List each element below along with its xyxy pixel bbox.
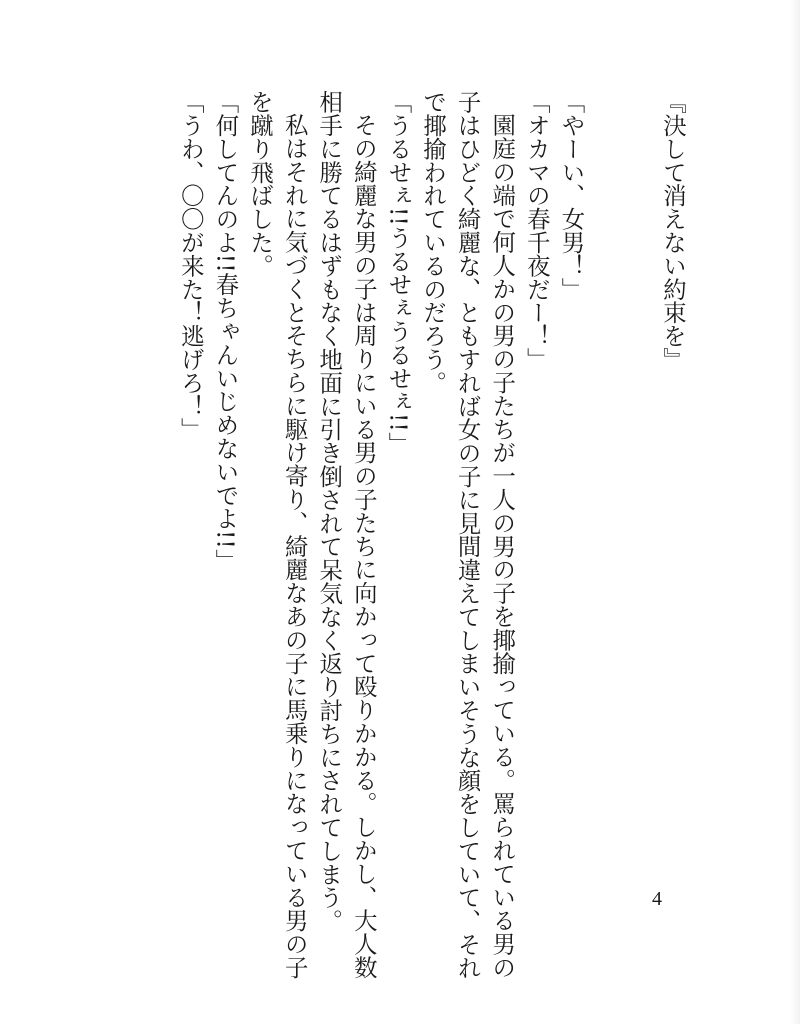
text-line: 「何してんのよ!!春ちゃんいじめないでよ!!」 [211,90,240,573]
text-line: 「オカマの春千夜だー！」 [522,90,551,371]
page-number: 4 [652,888,662,910]
page-edge-shadow [790,0,800,1024]
text-line: 私はそれに気づくとそちらに駆け寄り、綺麗なあの子に馬乗りになっている男の子 [280,113,309,980]
text-line: 園庭の端で何人かの男の子たちが一人の男の子を揶揄っている。罵られている男の [488,113,517,980]
text-line: で揶揄われているのだろう。 [419,90,448,395]
text-line: その綺麗な男の子は周りにいる男の子たちに向かって殴りかかる。しかし、大人数 [349,113,378,980]
text-line: 子はひどく綺麗な、ともすれば女の子に見間違えてしまいそうな顔をしていて、それ [453,90,482,980]
story-title: 『決して消えない約束を』 [659,90,687,371]
text-line: 「うるせぇ!!うるせぇうるせぇ!!」 [384,90,413,456]
text-line: 「やーい、女男！」 [557,90,586,301]
vertical-text-body [173,90,690,980]
text-line: を蹴り飛ばした。 [246,90,275,278]
text-line: 相手に勝てるはずもなく地面に引き倒されて呆気なく返り討ちにされてしまう。 [315,90,344,933]
text-line: 「うわ、〇〇が来た！逃げろ！」 [176,90,205,441]
